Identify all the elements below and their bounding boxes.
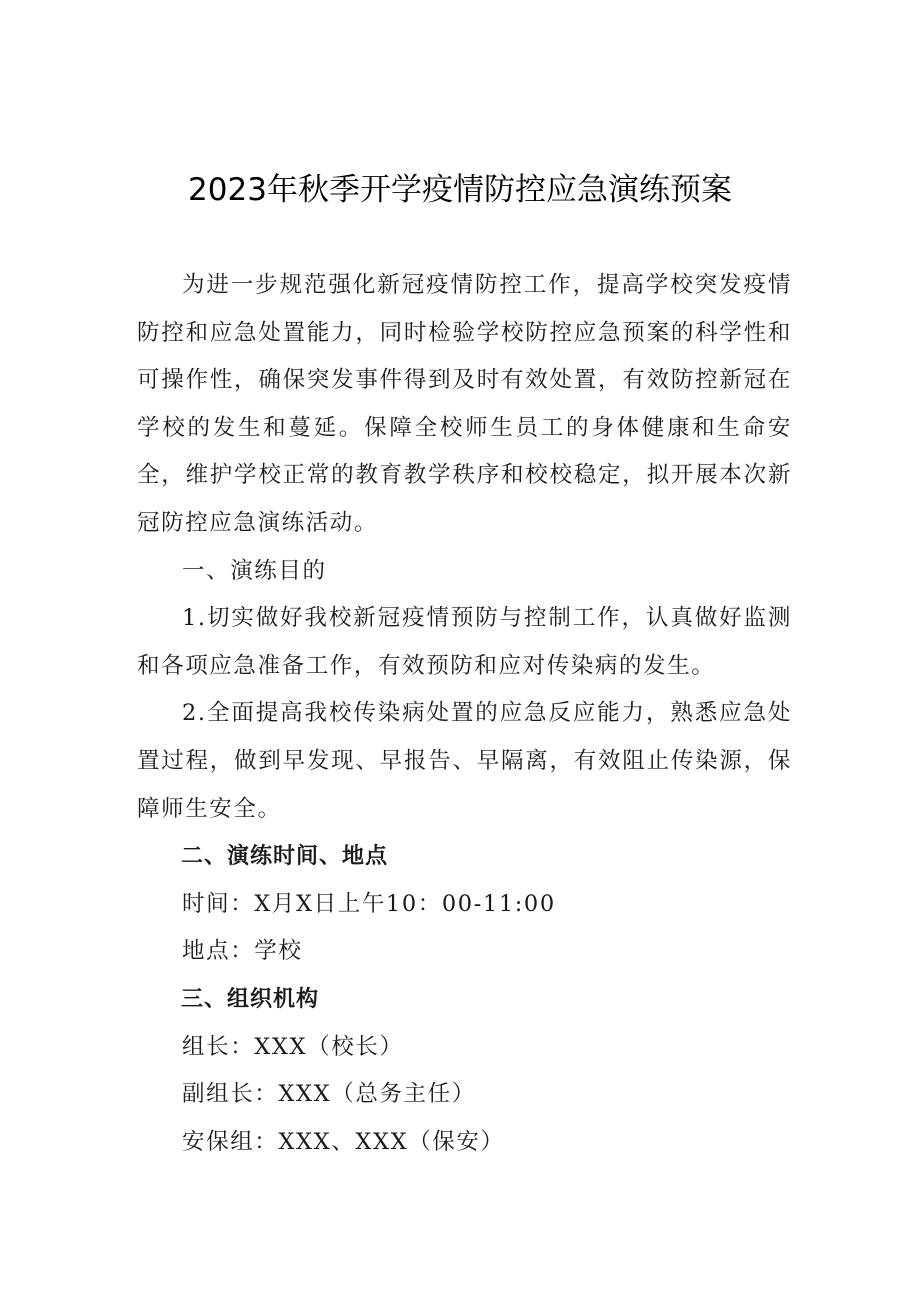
section-1-item-1: 1.切实做好我校新冠疫情预防与控制工作，认真做好监测和各项应急准备工作，有效预防和应对传染病的发生。: [137, 605, 792, 679]
drill-time: 时间：X月X日上午10：00-11:00: [182, 890, 556, 917]
org-security-group: 安保组：XXX、XXX（保安）: [182, 1128, 505, 1155]
section-2-heading: 二、演练时间、地点: [181, 844, 389, 870]
document-body: [137, 262, 792, 1166]
section-3-heading: 三、组织机构: [181, 986, 320, 1012]
org-deputy-leader: 副组长：XXX（总务主任）: [182, 1081, 476, 1108]
intro-paragraph: 为进一步规范强化新冠疫情防控工作，提高学校突发疫情防控和应急处置能力，同时检验学校防控应急预案的科学性和可操作性，确保突发事件得到及时有效处置，有效防控新冠在学校的发生和蔓延。保障全校师生员工的身体健康和生命安全，维护学校正常的教育教学秩序和校校稳定，拟开展本次新冠防控应急演练活动。: [137, 272, 792, 536]
document-title: 2023年秋季开学疫情防控应急演练预案: [188, 172, 732, 208]
drill-place: 地点：学校: [182, 938, 303, 965]
org-leader: 组长：XXX（校长）: [182, 1033, 404, 1060]
section-1-heading: 一、演练目的: [182, 557, 327, 584]
section-1-item-2: 2.全面提高我校传染病处置的应急反应能力，熟悉应急处置过程，做到早发现、早报告、早隔离，有效阻止传染源，保障师生安全。: [137, 700, 792, 822]
